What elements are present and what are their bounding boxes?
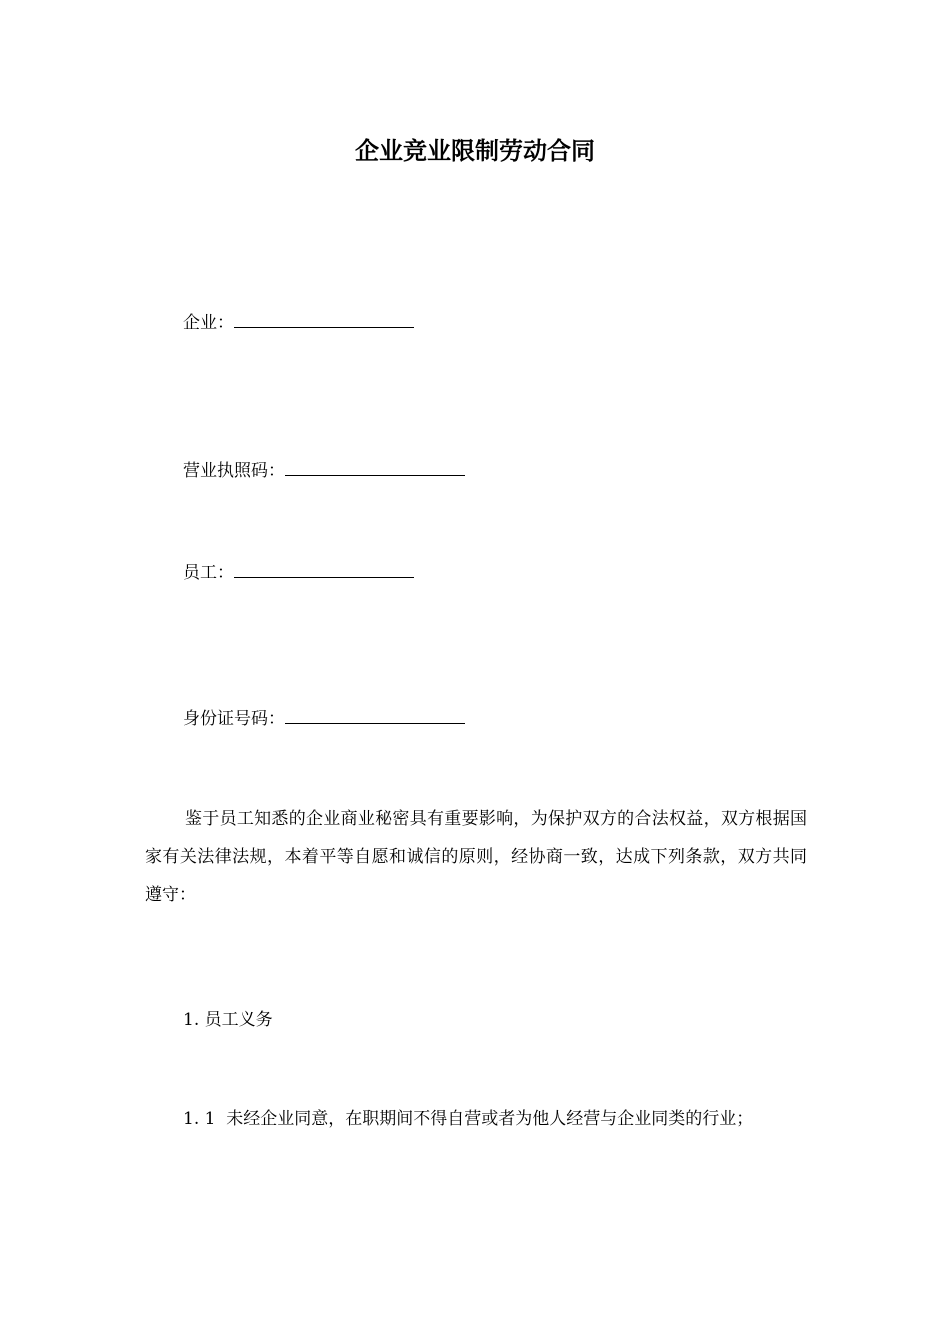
clause-item [183, 1107, 753, 1131]
company-field-blank[interactable] [234, 311, 414, 328]
employee-field-blank[interactable] [234, 561, 414, 578]
company-field [183, 311, 414, 335]
preamble-paragraph: 鉴于员工知悉的企业商业秘密具有重要影响，为保护双方的合法权益，双方根据国家有关法律法规，本着平等自愿和诚信的原则，经协商一致，达成下列条款，双方共同遵守： [145, 809, 807, 905]
business-license-field [183, 459, 465, 483]
page-title: 企业竞业限制劳动合同 [355, 137, 595, 165]
employee-field-label: 员工： [183, 563, 234, 583]
business-license-field-label: 营业执照码： [183, 461, 285, 481]
company-field-label: 企业： [183, 313, 234, 333]
business-license-field-blank[interactable] [285, 459, 465, 476]
clause-number: 1. 1 [183, 1109, 216, 1129]
id-number-field [183, 707, 465, 731]
section-heading: 1. 员工义务 [183, 1010, 273, 1030]
employee-field [183, 561, 414, 585]
id-number-field-blank[interactable] [285, 707, 465, 724]
id-number-field-label: 身份证号码： [183, 709, 285, 729]
clause-text: 未经企业同意，在职期间不得自营或者为他人经营与企业同类的行业； [226, 1109, 754, 1129]
